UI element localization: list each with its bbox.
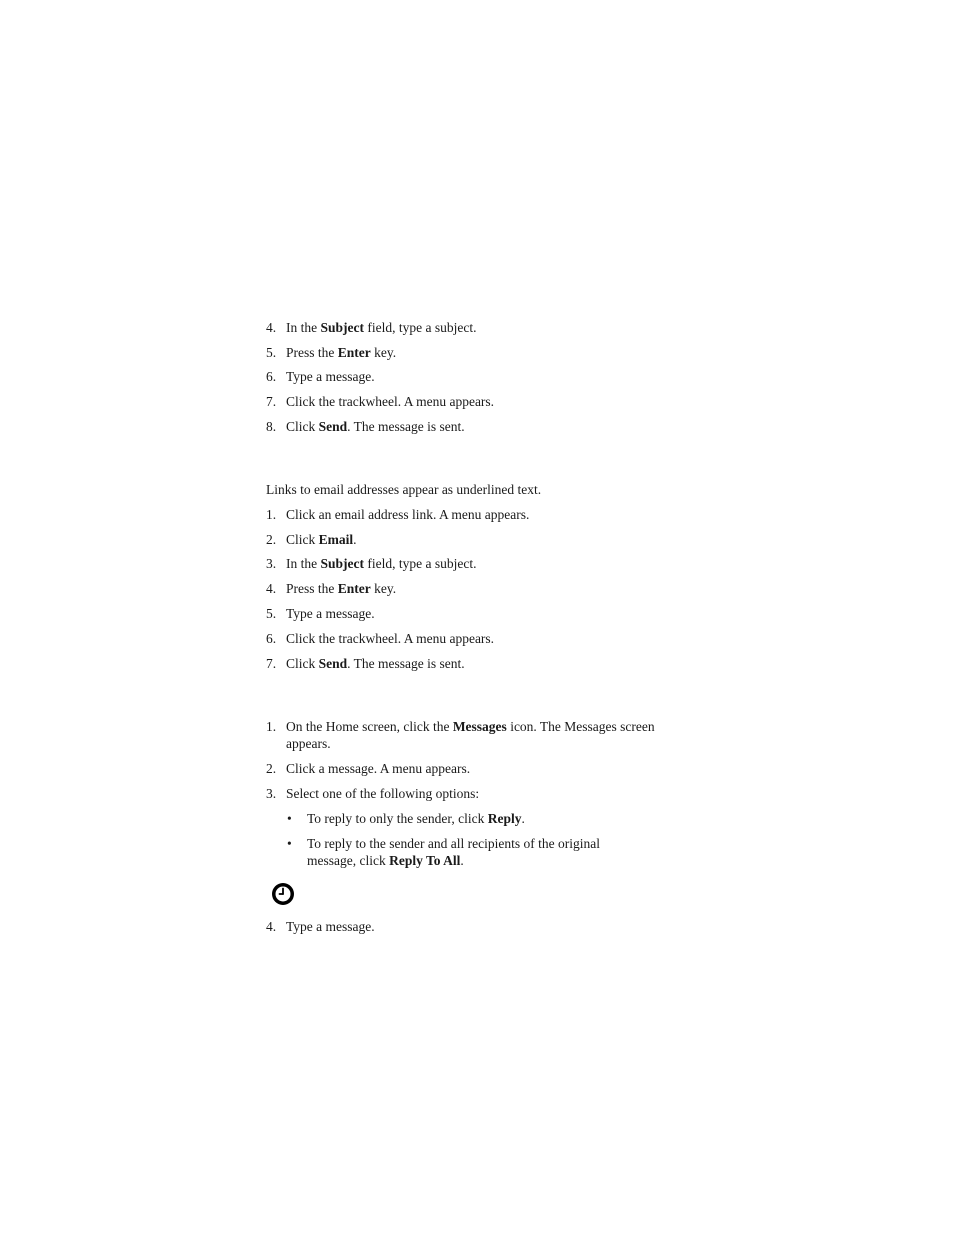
- list-text: Select one of the following options:: [286, 786, 480, 801]
- list-number: 2.: [266, 761, 277, 776]
- bullet-marker: •: [287, 811, 292, 826]
- bullet-text: To reply to the sender and all recipients of the original message, click Reply To All.: [307, 836, 600, 868]
- list-text: On the Home screen, click the Messages icon. The Messages screen appears.: [286, 719, 655, 751]
- list-number: 4.: [266, 320, 277, 335]
- list-text: Click a message. A menu appears.: [286, 761, 471, 776]
- list-number: 8.: [266, 419, 277, 434]
- list-text: Click the trackwheel. A menu appears.: [286, 394, 495, 409]
- list-text: Click Email.: [286, 532, 357, 547]
- list-number: 6.: [266, 631, 277, 646]
- bullet-marker: •: [287, 836, 292, 851]
- list-number: 7.: [266, 656, 277, 671]
- list-number: 4.: [266, 581, 277, 596]
- bullet-text: To reply to only the sender, click Reply.: [307, 811, 525, 826]
- list-number: 3.: [266, 556, 277, 571]
- list-text: Click Send. The message is sent.: [286, 656, 465, 671]
- list-number: 5.: [266, 606, 277, 621]
- list-text: Click the trackwheel. A menu appears.: [286, 631, 495, 646]
- list-text: Click an email address link. A menu appears.: [286, 507, 530, 522]
- list-text: In the Subject field, type a subject.: [286, 320, 477, 335]
- clock-icon: [271, 882, 295, 906]
- list-text: In the Subject field, type a subject.: [286, 556, 477, 571]
- list-number: 6.: [266, 369, 277, 384]
- list-number: 3.: [266, 786, 277, 801]
- list-text: Press the Enter key.: [286, 581, 397, 596]
- list-text: Type a message.: [286, 606, 375, 621]
- list-text: Click Send. The message is sent.: [286, 419, 465, 434]
- list-number: 7.: [266, 394, 277, 409]
- list-number: 2.: [266, 532, 277, 547]
- list-text: Type a message.: [286, 919, 375, 934]
- list-text: Press the Enter key.: [286, 345, 397, 360]
- list-number: 1.: [266, 507, 277, 522]
- list-text: Type a message.: [286, 369, 375, 384]
- list-number: 4.: [266, 919, 277, 934]
- list-number: 1.: [266, 719, 277, 734]
- list-number: 5.: [266, 345, 277, 360]
- intro-paragraph: Links to email addresses appear as underlined text.: [266, 482, 542, 497]
